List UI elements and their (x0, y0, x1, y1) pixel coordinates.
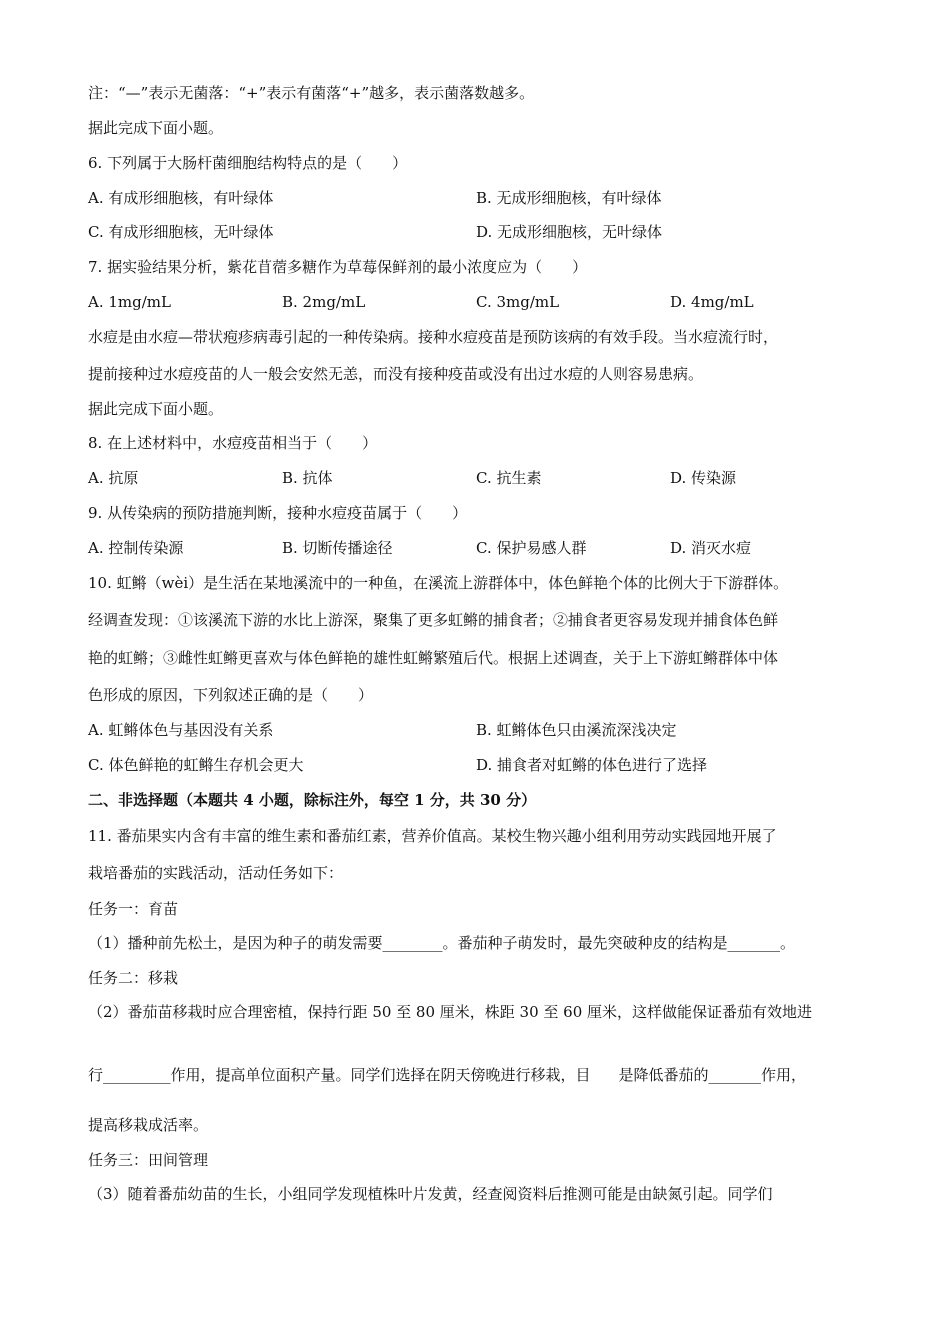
question-11-stem-line: 11. 番茄果实内含有丰富的维生素和番茄红素，营养价值高。某校生物兴趣小组利用劳动实践园地开展了 (88, 827, 777, 845)
task-heading: 任务二：移栽 (88, 969, 179, 987)
question-8-option-c[interactable]: C. 抗生素 (476, 469, 542, 487)
question-10-option-d[interactable]: D. 捕食者对虹鳉的体色进行了选择 (476, 756, 708, 774)
question-11-part-2-line: （2）番茄苗移栽时应合理密植，保持行距 50 至 80 厘米，株距 30 至 60 厘米，这样做能保证番茄有效地进 (88, 1003, 813, 1021)
question-8-option-b[interactable]: B. 抗体 (282, 469, 333, 487)
table-note: 注：“—”表示无菌落：“+”表示有菌落“+”越多，表示菌落数越多。 (88, 84, 535, 102)
question-8-option-d[interactable]: D. 传染源 (670, 469, 737, 487)
question-9-option-b[interactable]: B. 切断传播途径 (282, 539, 393, 557)
question-11-part-3-line: （3）随着番茄幼苗的生长，小组同学发现植株叶片发黄，经查阅资料后推测可能是由缺氮引起。同学们 (88, 1185, 773, 1203)
task-heading: 任务三：田间管理 (88, 1151, 209, 1169)
question-6-stem: 6. 下列属于大肠杆菌细胞结构特点的是（ ） (88, 154, 408, 172)
question-10-option-b[interactable]: B. 虹鳉体色只由溪流深浅决定 (476, 721, 677, 739)
question-6-option-d[interactable]: D. 无成形细胞核，无叶绿体 (476, 223, 663, 241)
question-7-option-a[interactable]: A. 1mg/mL (88, 293, 171, 311)
instruction-text: 据此完成下面小题。 (88, 119, 224, 137)
question-7-option-c[interactable]: C. 3mg/mL (476, 293, 560, 311)
instruction-text: 据此完成下面小题。 (88, 400, 224, 418)
task-heading: 任务一：育苗 (88, 900, 179, 918)
question-10-stem-line: 10. 虹鳉（wèi）是生活在某地溪流中的一种鱼，在溪流上游群体中，体色鲜艳个体的比例大于下游群体。 (88, 574, 789, 592)
question-11-part-1: （1）播种前先松土，是因为种子的萌发需要________。番茄种子萌发时，最先突破种皮的结构是_______。 (88, 934, 796, 952)
question-11-part-2-line (88, 1065, 806, 1085)
question-9-option-d[interactable]: D. 消灭水痘 (670, 539, 752, 557)
question-7-option-b[interactable]: B. 2mg/mL (282, 293, 366, 311)
question-10-option-a[interactable]: A. 虹鳉体色与基因没有关系 (88, 721, 274, 739)
question-6-option-c[interactable]: C. 有成形细胞核，无叶绿体 (88, 223, 274, 241)
question-8-stem: 8. 在上述材料中，水痘疫苗相当于（ ） (88, 434, 378, 452)
question-9-option-a[interactable]: A. 控制传染源 (88, 539, 184, 557)
question-7-option-d[interactable]: D. 4mg/mL (670, 293, 754, 311)
material-paragraph-line: 水痘是由水痘—带状疱疹病毒引起的一种传染病。接种水痘疫苗是预防该病的有效手段。当水痘流行时， (88, 328, 779, 346)
question-11-part-2-line: 提高移栽成活率。 (88, 1116, 209, 1134)
question-6-option-b[interactable]: B. 无成形细胞核，有叶绿体 (476, 189, 662, 207)
question-6-option-a[interactable]: A. 有成形细胞核，有叶绿体 (88, 189, 274, 207)
section-heading: 二、非选择题（本题共 4 小题，除标注外，每空 1 分，共 30 分） (88, 791, 537, 809)
question-10-stem-line: 色形成的原因，下列叙述正确的是（ ） (88, 686, 374, 704)
question-7-stem: 7. 据实验结果分析，紫花苜蓿多糖作为草莓保鲜剂的最小浓度应为（ ） (88, 258, 588, 276)
question-11-part-2-text: 是降低番茄的_______作用， (618, 1066, 807, 1084)
question-11-stem-line: 栽培番茄的实践活动，活动任务如下： (88, 864, 344, 882)
question-11-part-2-text: 行_________作用，提高单位面积产量。同学们选择在阴天傍晚进行移栽，目 (88, 1066, 591, 1084)
question-10-option-c[interactable]: C. 体色鲜艳的虹鳉生存机会更大 (88, 756, 304, 774)
question-8-option-a[interactable]: A. 抗原 (88, 469, 139, 487)
question-10-stem-line: 经调查发现：①该溪流下游的水比上游深，聚集了更多虹鳉的捕食者；②捕食者更容易发现并捕食体色鲜 (88, 611, 779, 629)
question-9-stem: 9. 从传染病的预防措施判断，接种水痘疫苗属于（ ） (88, 504, 468, 522)
question-10-stem-line: 艳的虹鳉；③雌性虹鳉更喜欢与体色鲜艳的雄性虹鳉繁殖后代。根据上述调查，关于上下游虹鳉群体中体 (88, 649, 779, 667)
material-paragraph-line: 提前接种过水痘疫苗的人一般会安然无恙，而没有接种疫苗或没有出过水痘的人则容易患病。 (88, 365, 704, 383)
question-9-option-c[interactable]: C. 保护易感人群 (476, 539, 587, 557)
